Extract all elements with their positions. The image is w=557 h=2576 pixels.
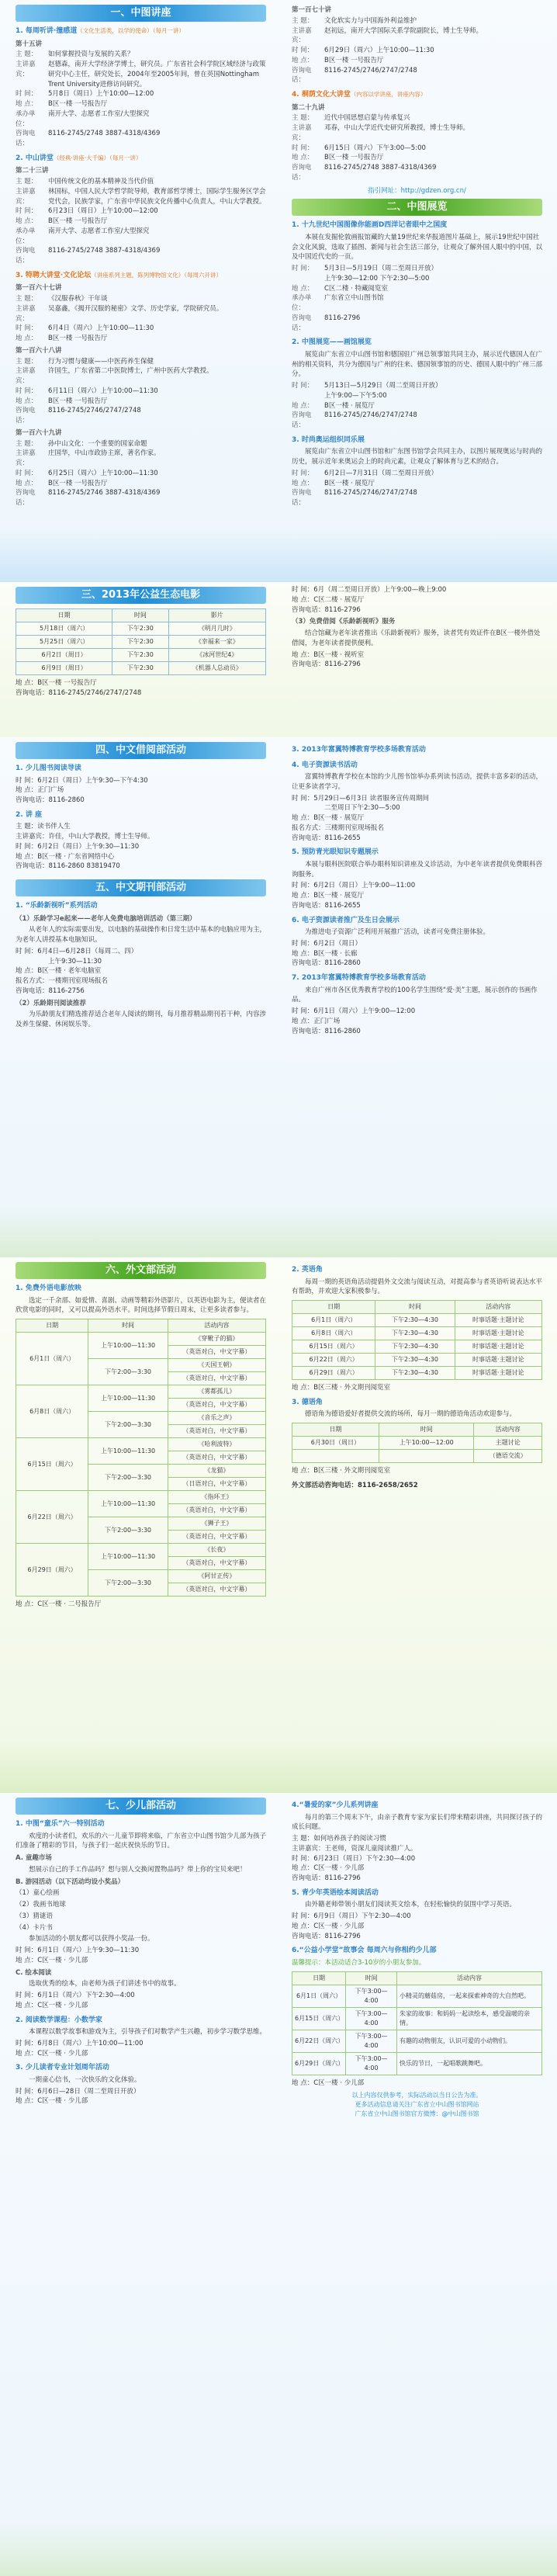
cell-time: 下午2:00—3:30	[88, 1517, 168, 1544]
periodical-1-desc: 从老年人的实际需要出发，以电脑的基础操作和日常生活中基本的电脑应用为主，为老年人讲授基本电脑知识。	[16, 926, 267, 944]
lecture-topic: 主 题： 如何掌握投资与发展的关系？	[16, 50, 134, 59]
movie-schedule-table	[16, 608, 266, 675]
lending-2-topic: 主 题：读书伴人生	[16, 823, 71, 831]
periodical-2-sub: （2）乐龄期刊阅读推荐	[16, 999, 86, 1007]
periodical-4-desc: 富翼特博教育学校在本馆的少儿图书馆举办系列读书活动，提供丰富多彩的活动，让更多读者学习。	[292, 773, 543, 791]
children-4-desc: 每月的第三个周末下午，由亲子教育专家为家长们带来精彩讲座，共同探讨孩子的成长问题。	[292, 1813, 543, 1832]
periodical-5-time: 时 间：6月2日（周日）上午9:00—11:00	[292, 882, 416, 890]
table-row: 6月1日（周六） 下午2:30—4:30 时事话题·主题讨论	[292, 1314, 542, 1327]
decorative-sky	[0, 528, 557, 582]
lecture-time: 时 间： 6月29日（周六）上午10:00—11:30	[292, 47, 434, 54]
cell-act: （英语对白，中文字幕）	[168, 1583, 265, 1597]
children-6-title: 6.“公益小学堂”故事会 每周六与你相约少儿部	[292, 1947, 437, 1955]
col-date: 日期	[292, 1423, 379, 1437]
col-time: 时间	[112, 609, 168, 622]
periodical-1-phone: 咨询电话：8116-2756	[16, 986, 85, 995]
lecture-phone: 咨询电话： 8116-2745/2746/2747/2748	[292, 66, 417, 85]
lecture-time: 时 间： 6月25日（周六）上午10:00—11:30	[16, 469, 158, 477]
exhibition-org: 承办单位： 广东省立中山图书馆	[292, 294, 384, 312]
periodical-5-phone: 咨询电话：8116-2655	[292, 901, 361, 910]
children-2-place: 地 点：C区一楼 · 少儿部	[16, 2049, 88, 2058]
lending-1-phone: 咨询电话：8116-2860	[16, 796, 85, 804]
lending-1-title: 1. 少儿图书阅读导读	[16, 764, 81, 772]
col-date: 日期	[292, 1971, 346, 1985]
cell-act: （英语对白，中文字幕）	[168, 1504, 265, 1517]
exhibition-place: 地 点： C区二楼 · 特藏阅览室	[292, 284, 389, 293]
children-1b-item: （1）童心绘画	[16, 1889, 60, 1898]
cell-act: 《音乐之声》	[168, 1412, 265, 1425]
cell-act: （英语对白，中文字幕）	[168, 1425, 265, 1438]
table-row: 6月22日（周六） 下午2:30—4:30 时事话题·主题讨论	[292, 1354, 542, 1367]
cell-act: （英语对白，中文字幕）	[168, 1399, 265, 1412]
lectures-banner: 一、中图讲座	[16, 5, 266, 22]
children-5-place: 地 点：C区一楼 · 少儿部	[292, 1922, 365, 1930]
lecture-place: 地 点： B区一楼 一号报告厅	[16, 335, 108, 342]
periodical-4-title: 4. 电子资源读书活动	[292, 761, 358, 769]
table-row	[16, 1491, 266, 1504]
section-lectures-band	[0, 0, 557, 582]
children-1-place: 地 点：C区一楼 · 少儿部	[16, 1956, 88, 1964]
lecture-number: 第一百六十九讲	[16, 428, 62, 437]
periodical-5-title: 5. 预防青光眼知识专题展示	[292, 848, 379, 857]
left-column	[11, 737, 271, 1035]
periodical-6-title: 6. 电子资源读者推广及生日会展示	[292, 916, 400, 924]
children-6-note: 温馨提示：本活动适合3-10岁的小朋友参加。	[292, 1958, 426, 1967]
periodical-7-title: 7. 2013年富翼特博教育学校多场教育活动	[292, 974, 426, 982]
lecture-series-3-title: 3. 特聘大讲堂·文化论坛（讲座系列主题，陈列博物馆文化）（每周六开讲）	[16, 271, 222, 279]
right-column	[287, 1793, 547, 2122]
cell-date: 6月15日（周六）	[16, 1438, 88, 1491]
cell-time: 上午10:00—11:30	[88, 1544, 168, 1570]
foreign-2-desc: 每周一期的英语角活动提倡外文交流与阅读互动，对提高参与者英语听说表达水平有帮助，并欢迎大家积极参与。	[292, 1278, 543, 1296]
lecture-number: 第一百六十八讲	[16, 346, 62, 355]
periodical-1-sub: （1）乐龄学习e起来——老年人免费电脑培训活动（第三期）	[16, 914, 196, 923]
foreign-1-place: 地 点：C区一楼 · 二号报告厅	[16, 1600, 102, 1608]
lecture-org: 承办单位： 南开大学、志愿者工作室/大型探究	[16, 109, 150, 128]
lecture-phone: 咨询电话： 8116-2745/2748 3887-4318/4369	[292, 164, 437, 182]
lecture-speaker: 主讲嘉宾： 林国标，中国人民大学哲学院导师，教育部哲学博士，国际学生服务区学会党代会，民族学家，广东省中华民族文化传播中心负责人，中山大学教授。	[16, 187, 266, 206]
cell-date: 6月1日（周六）	[16, 1333, 88, 1385]
lecture-time: 时 间： 6月23日（周日）上午10:00—12:00	[16, 207, 158, 216]
lecture-place: 地 点： B区一楼 一号报告厅	[16, 479, 108, 487]
exhibition-place: 地 点： B区一楼 · 展览厅	[292, 479, 375, 487]
periodical-1-place: 地 点：B区一楼 · 老年电脑室	[16, 967, 102, 976]
decorative-grass	[0, 1739, 557, 1793]
children-4-speaker: 主讲嘉宾：王老师，资深儿童阅读推广人。	[292, 1844, 417, 1853]
left-column	[11, 1257, 271, 1613]
exhibition-time: 时 间： 5月13日—5月29日（周二至周日开放）	[292, 382, 442, 390]
foreign-3-place: 地 点：B区三楼 · 外文期刊阅览室	[292, 1467, 391, 1475]
lecture-number: 第十五讲	[16, 40, 43, 48]
periodical-6-time: 时 间：6月2日（周日）	[292, 939, 362, 948]
exhibition-1-title: 1. 十九世纪中国图像你能画D西洋记者眼中之国度	[292, 221, 448, 230]
lecture-time: 时 间： 5月8日（周日）上午10:00—12:00	[16, 90, 154, 99]
lecture-topic: 主 题： 文化软实力与中国海外利益维护	[292, 16, 417, 25]
cell-act: （英语对白，中文字幕）	[168, 1531, 265, 1544]
periodical-5-place: 地 点：B区一楼 · 展览厅	[292, 892, 365, 900]
lecture-phone: 咨询电话： 8116-2745/2748 3887-4318/4369	[16, 247, 161, 265]
lecture-speaker: 主讲嘉宾： 吴嘉鑫，《揭开汉服的秘密》文学、历史学家，学院研究员。	[16, 304, 223, 323]
exhibition-2-desc: 展览由广东省立中山图书馆和德国驻广州总领事馆共同主办，展示近代德国人在广州的相关资料，共分为德国与广州的往来、德国领事馆的历史、德国人眼中的广州三部分。	[292, 350, 543, 379]
table-row: 6月29日（周六） 下午3:00—4:00 快乐的节日，一起唱歌跳舞吧。	[292, 2052, 542, 2075]
lecture-org: 承办单位： 南开大学、志愿者工作室/大型探究	[16, 227, 150, 245]
children-3-time: 时 间：6月6日—28日（周二至周日开放）	[16, 2087, 140, 2096]
children-1-time: 时 间：6月1日（周六）上午9:30—11:30	[16, 1947, 140, 1954]
periodical-1-time-2: 上午9:30—11:30	[48, 957, 102, 966]
children-3-desc: 一期童心信书，一次快乐的文化体验。	[29, 2075, 141, 2084]
periodical-1-title: 1. “乐龄新视听”系列活动	[16, 902, 98, 910]
children-1c-desc: 选取优秀的绘本，由老师为孩子们讲述书中的故事。	[29, 1980, 181, 1988]
children-4-topic: 主 题：如何培养孩子的阅读习惯	[292, 1835, 386, 1843]
children-5-phone: 咨询电话：8116-2796	[292, 1932, 361, 1940]
movie-phone: 咨询电话：8116-2745/2746/2747/2748	[16, 688, 142, 697]
periodical-1-time: 时 间：6月4日—6月28日（每周二、四）	[16, 947, 138, 955]
german-corner-table	[292, 1423, 542, 1463]
exhibition-2-title: 2. 中图展览——画馆展览	[292, 338, 372, 347]
cell-time: 下午2:00—3:30	[88, 1570, 168, 1597]
lending-banner: 四、中文借阅部活动	[16, 742, 266, 759]
table-row	[16, 1438, 266, 1451]
table-row: 6月29日（周六） 下午2:30—4:30 时事话题·主题讨论	[292, 1367, 542, 1380]
service-3-title: （3）免费借阅《乐龄新视听》服务	[292, 618, 396, 626]
children-banner: 七、少儿部活动	[16, 1798, 266, 1815]
movie-place: 地 点：B区一楼 一号报告厅	[16, 679, 97, 687]
cell-act: 《长夜》	[168, 1544, 265, 1557]
cell-time: 下午2:00—3:30	[88, 1465, 168, 1491]
children-1c-title: C. 绘本阅读	[16, 1968, 52, 1977]
exhibition-3-title: 3. 时尚奥运组织同乐展	[292, 435, 365, 444]
children-1-desc: 欢度的小读者们，欢乐的六一儿童节即将来临，广东省立中山图书馆少儿部为孩子们准备了精彩的节目，与孩子们一起庆祝快乐的节日。	[16, 1832, 267, 1850]
lecture-place: 地 点： B区一楼 一号报告厅	[292, 56, 384, 64]
table-header-row	[16, 609, 266, 622]
table-row: 6月2日（周日） 下午2:30 《冰河世纪4》	[16, 649, 266, 662]
lecture-place: 地 点： B区一楼 一号报告厅	[292, 154, 384, 162]
foreign-movie-table	[16, 1319, 266, 1597]
col-act: 活动内容	[474, 1423, 542, 1437]
table-row: 5月25日（周六） 下午2:30 《幸福来一家》	[16, 636, 266, 649]
lending-2-time: 时 间：6月2日（周日）上午9:30—11:30	[16, 842, 140, 851]
children-4-time: 时 间：6月23日（周日）下午2:30—4:00	[292, 1854, 416, 1863]
left-column	[11, 0, 271, 511]
footer-line: 广东省立中山图书馆官方微博：@中山图书馆	[355, 2110, 479, 2118]
foreign-1-desc: 选定一千余部、如爱情、喜剧、动画等精彩外语影片，以英语电影为主，便读者在欣赏电影的同时，又可以提高外语水平。时间选择节假日周末，让更多读者参与。	[16, 1296, 267, 1315]
table-row	[16, 1544, 266, 1557]
table-row: 6月22日（周六） 下午3:00—4:00 有趣的动物朋友，认识可爱的小动物们。	[292, 2030, 542, 2052]
children-4-title: 4.“暑爱的家”少儿系列讲座	[292, 1801, 379, 1809]
children-1c-time: 时 间：6月1日（周六）下午2:30—4:00	[16, 1992, 135, 1999]
children-1a-title: A. 童趣市场	[16, 1854, 52, 1862]
foreign-banner: 六、外文部活动	[16, 1262, 266, 1279]
lending-1-time: 时 间：6月2日（周日）上午9:30—下午4:30	[16, 776, 148, 785]
children-1b-desc: 参加活动的小朋友都可以获得小奖品一份。	[29, 1935, 154, 1943]
exhibitions-banner: 二、中图展览	[292, 199, 542, 216]
lecture-time: 时 间： 6月15日（周六）下午3:00—5:00	[292, 144, 426, 152]
service-time: 时 间：6月（周二至周日开放）上午9:00—晚上9:00	[292, 586, 447, 594]
lecture-speaker: 主讲嘉宾： 邓春，中山大学近代史研究所教授，博士生导师。	[292, 124, 470, 142]
lecture-speaker: 主讲嘉宾： 赵初远，南开大学国际关系学院副院长，博士生导师。	[292, 26, 483, 45]
foreign-3-desc: 德语角为德语爱好者提供交流的场所，每月一期的德语角活动欢迎参与。	[305, 1410, 517, 1419]
lending-2-phone: 咨询电话：8116-2860 83819470	[16, 862, 120, 871]
lecture-number: 第二十三讲	[16, 167, 49, 175]
children-4-place: 地 点：C区一楼 · 少儿部	[292, 1864, 365, 1873]
col-date: 日期	[16, 609, 112, 622]
children-6-place: 地 点：C区一楼 · 少儿部	[292, 2078, 365, 2087]
exhibition-time: 时 间： 5月3日—5月19日（周二至周日开放）	[292, 265, 438, 272]
col-act: 活动内容	[397, 1971, 542, 1985]
service-3-desc: 结合馆藏为老年读者推出《乐龄新视听》服务，读者凭有效证件在B区一楼外借处借阅，为老年读者提供便利。	[292, 629, 541, 647]
service-3-place: 地 点：B区一楼 · 视听室	[292, 650, 365, 659]
lecture-phone: 咨询电话： 8116-2745/2746/2747/2748	[16, 407, 141, 425]
table-row: 6月15日（周六） 下午3:00—4:00 朱家的故事：和妈妈一起读绘本，感受温暖的亲情。	[292, 2007, 542, 2030]
children-1-title: 1. 中图“童乐”六一特别活动	[16, 1820, 105, 1828]
cell-act: 《阿甘正传》	[168, 1570, 265, 1583]
periodical-7-desc: 来自广州市各区优秀教育学校的100名学生围绕“爱·美”主题，展示创作的书画作品。	[292, 986, 538, 1004]
col-act: 活动内容	[168, 1319, 265, 1333]
cell-act: 《龙猫》	[168, 1465, 265, 1478]
exhibition-3-desc: 展览由广东省立中山图书馆和广东图书馆学会共同主办，以图片展现奥运与时尚的历史，展示近年来奥运会上的时尚元素，让观众了解体育与艺术的结合。	[292, 448, 543, 466]
exhibition-1-desc: 本展在发掘伦敦画报馆藏的大量19世纪来华报道图片基础上，展示19世纪中国社会文化风貌，选取了插图、新闻与社会生活三部分，让观众了解外国人眼中的中国，以及中国近代史的一页。	[292, 233, 543, 262]
lecture-series-4-title: 4. 桐荫文化大讲堂（内容以学讲座，讲座内容）	[292, 91, 427, 99]
cell-date: 6月8日（周六）	[16, 1385, 88, 1438]
periodical-7-phone: 咨询电话：8116-2860	[292, 1027, 361, 1035]
periodical-6-phone: 咨询电话：8116-2860	[292, 959, 361, 968]
lecture-phone: 咨询电话： 8116-2745/2748 3887-4318/4369	[16, 130, 161, 147]
table-row: 6月1日（周六） 下午3:00—4:00 小精灵的蘑菇房，一起来探索神奇的大自然吧。	[292, 1985, 542, 2007]
section-movies-band	[0, 582, 557, 737]
lending-2-title: 2. 讲 座	[16, 810, 42, 819]
section-lending-band	[0, 737, 557, 1257]
periodicals-banner: 五、中文期刊部活动	[16, 879, 266, 896]
cell-date: 6月22日（周六）	[16, 1491, 88, 1544]
children-1c-place: 地 点：C区一楼 · 少儿部	[16, 2001, 88, 2009]
cell-time: 上午10:00—11:30	[88, 1385, 168, 1412]
exhibition-phone: 咨询电话： 8116-2796	[292, 314, 361, 332]
cell-act: （英语对白，中文字幕）	[168, 1557, 265, 1570]
children-5-title: 5. 青少年英语绘本阅读活动	[292, 1888, 379, 1897]
table-row	[16, 1333, 266, 1346]
service-3-phone: 咨询电话：8116-2796	[292, 660, 361, 669]
left-column	[11, 582, 271, 702]
periodical-7-time: 时 间：6月1日（周六）上午9:00—12:00	[292, 1007, 416, 1015]
movies-banner: 三、2013年公益生态电影	[16, 587, 266, 604]
cell-act: 《穿靴子的猫》	[168, 1333, 265, 1346]
registration-url-link[interactable]: 指引网址：http://gdzen.org.cn/	[368, 186, 466, 195]
foreign-2-title: 2. 英语角	[292, 1266, 323, 1274]
decorative-grass	[0, 1203, 557, 1257]
lecture-number: 第一百七十讲	[292, 6, 332, 14]
lecture-topic: 主 题： 中国传统文化的基本精神及当代价值	[16, 178, 154, 185]
periodical-6-desc: 为推进电子资源广泛利用开展推广活动，读者可免费注册体验。	[305, 928, 490, 936]
periodical-4-org: 报名方式：三楼期刊室现场报名	[292, 823, 385, 832]
periodical-4-phone: 咨询电话：8116-2655	[292, 834, 361, 842]
lecture-speaker: 主讲嘉宾： 赵德森，南开大学经济学博士，研究员。广东省社会科学院区域经济与政策研究中心主任，研究处长，2004年至2005年间，曾在英国Nottingham Trent University进修访问研究。	[16, 61, 266, 88]
periodical-5-desc: 本展与眼科医院联合举办眼科知识讲座及义诊活动，为中老年读者提供免费眼科咨询服务。	[292, 860, 543, 879]
table-row: 6月15日（周六） 下午2:30—4:30 时事话题·主题讨论	[292, 1340, 542, 1354]
left-column	[11, 1793, 271, 2110]
lecture-topic: 主 题： 孙中山文化：一个重要的国家命题	[16, 439, 147, 448]
cell-act: 《雾都孤儿》	[168, 1385, 265, 1399]
exhibition-time-2: 上午9:30—12:00 下午2:30—5:00	[324, 274, 430, 283]
cell-act: （英语对白，中文字幕）	[168, 1451, 265, 1465]
periodical-4-place: 地 点：B区一楼 · 展览厅	[292, 814, 365, 822]
lecture-place: 地 点： B区一楼 一号报告厅	[16, 397, 108, 405]
cell-time: 上午10:00—11:30	[88, 1333, 168, 1359]
right-column	[287, 737, 547, 1039]
children-1b-item: （3）猜谜语	[16, 1912, 53, 1920]
lecture-number: 第一百六十七讲	[16, 284, 62, 293]
table-header-row	[16, 1319, 266, 1333]
english-corner-table	[292, 1300, 542, 1380]
children-2-time: 时 间：6月8日（周六）上午10:00—11:00	[16, 2039, 144, 2047]
col-time: 时间	[375, 1301, 455, 1314]
lecture-place: 地 点： B区一楼 一号报告厅	[16, 217, 108, 225]
lecture-place: 地 点： B区一楼 一号报告厅	[16, 100, 108, 108]
section-foreign-band	[0, 1257, 557, 1793]
table-row: 6月9日（周日） 下午2:30 《机器人总动员》	[16, 662, 266, 675]
exhibition-time: 时 间： 6月2日—7月31日（周二至周日开放）	[292, 469, 438, 477]
children-2-title: 2. 阅读数学课程：小数学家	[16, 2016, 102, 2024]
children-3-place: 地 点：C区一楼 · 少儿部	[16, 2097, 88, 2106]
periodical-2-desc: 为乐龄朋友们精选推荐适合老年人阅读的期刊，每月推荐精品期刊若干种，内容涉及养生保健、休闲娱乐等。	[16, 1011, 267, 1028]
right-column	[287, 0, 547, 511]
cell-act: （日语对白，中文字幕）	[168, 1478, 265, 1491]
table-header-row	[292, 1301, 542, 1314]
cell-time: 下午2:00—3:30	[88, 1412, 168, 1438]
cell-date: 6月29日（周六）	[16, 1544, 88, 1597]
foreign-3-title: 3. 德语角	[292, 1398, 323, 1406]
periodical-7-place: 地 点：正门广场	[292, 1017, 341, 1025]
exhibition-phone: 咨询电话： 8116-2745/2746/2747/2748	[292, 489, 417, 507]
lecture-number: 第二十九讲	[292, 103, 325, 112]
footer-line: 更多活动信息请关注广东省立中山图书馆网站	[355, 2101, 479, 2109]
exhibition-place: 地 点： B区一楼 · 展览厅	[292, 401, 375, 410]
children-1a-desc: 想展示自己的手工作品吗？想与别人交换闲置物品吗？带上你的宝贝来吧！	[29, 1865, 247, 1874]
lecture-topic: 主 题： 行为习惯与健康——中医药养生保健	[16, 357, 154, 366]
periodical-6-place: 地 点：B区一楼 · 长廊	[292, 949, 358, 958]
foreign-1-title: 1. 免费外语电影放映	[16, 1285, 81, 1292]
decorative-grass	[0, 2522, 557, 2576]
lending-1-place: 地 点：正门广场	[16, 786, 64, 795]
storytime-table	[292, 1971, 542, 2075]
exhibition-time-2: 上午9:00—下午5:00	[324, 391, 387, 400]
lecture-topic: 主 题： 《汉服春秋》干年谈	[16, 295, 108, 303]
lecture-series-2-title: 2. 中山讲堂（经典·讲座·大千编）（每月一讲）	[16, 154, 142, 162]
children-1b-item: （4）卡片书	[16, 1923, 53, 1932]
table-row: 6月8日（周六） 下午2:30—4:30 时事话题·主题讨论	[292, 1327, 542, 1340]
children-3-title: 3. 少儿读者专业计划周年活动	[16, 2064, 109, 2072]
exhibition-phone: 咨询电话： 8116-2745/2746/2747/2748	[292, 411, 417, 429]
lecture-series-1-title: 1. 每周听讲·撞感道（文化生活类，以学的使命）（每月一讲）	[16, 27, 185, 35]
table-header-row	[292, 1971, 542, 1985]
children-5-time: 时 间：6月9日（周日）下午2:30—4:00	[292, 1912, 411, 1920]
children-1b-item: （2）我画书地球	[16, 1901, 66, 1909]
lecture-time: 时 间： 6月4日（周六）上午10:00—11:30	[16, 324, 154, 333]
col-time: 时间	[379, 1423, 474, 1437]
lending-2-place: 地 点：B区一楼 · 广东省网络中心	[16, 852, 115, 861]
col-date: 日期	[292, 1301, 375, 1314]
cell-act: 《指环王》	[168, 1491, 265, 1504]
cell-time: 下午2:00—3:30	[88, 1359, 168, 1385]
section-children-band	[0, 1793, 557, 2576]
footer-line: 以上内容仅供参考，实际活动以当日公告为准。	[351, 2092, 483, 2099]
table-header-row	[292, 1423, 542, 1437]
table-row	[16, 1385, 266, 1399]
cell-act: （英语对白，中文字幕）	[168, 1372, 265, 1385]
table-row: （德语交流）	[292, 1450, 542, 1463]
col-act: 活动内容	[455, 1301, 541, 1314]
right-column	[287, 582, 547, 673]
col-time: 时间	[346, 1971, 397, 1985]
children-5-desc: 由外籍老师带领小朋友们阅读英文绘本，在轻松愉快的氛围中学习英语。	[305, 1901, 517, 1909]
cell-act: （英语对白，中文字幕）	[168, 1346, 265, 1359]
lending-2-speaker: 主讲嘉宾：许佳，中山大学教授，博士生导师。	[16, 833, 154, 841]
right-column	[287, 1257, 547, 1494]
cell-time: 上午10:00—11:30	[88, 1438, 168, 1465]
children-2-desc: 本课程以数学故事和游戏为主，引导孩子们对数学产生兴趣，初步学习数学思维。	[29, 2028, 267, 2036]
col-film: 影片	[168, 609, 265, 622]
lecture-time: 时 间： 6月11日（周六）上午10:00—11:30	[16, 387, 158, 395]
col-time: 时间	[88, 1319, 168, 1333]
col-date: 日期	[16, 1319, 88, 1333]
page-footer	[292, 2091, 542, 2119]
periodical-1-apply: 报名方式：一楼期刊室现场报名	[16, 977, 109, 985]
children-4-phone: 咨询电话：8116-2796	[292, 1874, 361, 1882]
table-row: 6月30日（周日） 上午10:00—12:00 主题讨论	[292, 1437, 542, 1450]
cell-time: 上午10:00—11:30	[88, 1491, 168, 1517]
service-place: 地 点：C区二楼 · 展览厅	[292, 595, 365, 604]
foreign-2-place: 地 点：B区三楼 · 外文期刊阅览室	[292, 1384, 391, 1392]
table-row: 5月18日（周六） 下午2:30 《明月几时》	[16, 622, 266, 636]
cell-act: 《哈利波特》	[168, 1438, 265, 1451]
service-phone: 咨询电话：8116-2796	[292, 605, 361, 614]
lecture-speaker: 主讲嘉宾： 庄国华，中山市政协主席，著名作家。	[16, 449, 161, 467]
periodical-3-title: 3. 2013年富翼特博教育学校多场教育活动	[292, 746, 426, 754]
children-1b-title: B. 游园活动（以下活动均设小奖品）	[16, 1877, 125, 1886]
foreign-phone: 外文部活动咨询电话：8116-2658/2652	[292, 1481, 418, 1489]
lecture-speaker: 主讲嘉宾： 许国生，广东省第二中医院博士，广州中医药大学教授。	[16, 367, 213, 385]
lecture-topic: 主 题： 近代中国思想启蒙与传承复兴	[292, 114, 410, 123]
periodical-4-time: 时 间：5月29日—6月3日 读者服务宣传周期间	[292, 794, 429, 803]
lecture-phone: 咨询电话： 8116-2745/2746 3887-4318/4369	[16, 489, 161, 507]
cell-act: 《狮子王》	[168, 1517, 265, 1531]
periodical-4-time-2: 二至周日下午2:30—5:00	[324, 804, 400, 813]
cell-act: 《天国王朝》	[168, 1359, 265, 1372]
